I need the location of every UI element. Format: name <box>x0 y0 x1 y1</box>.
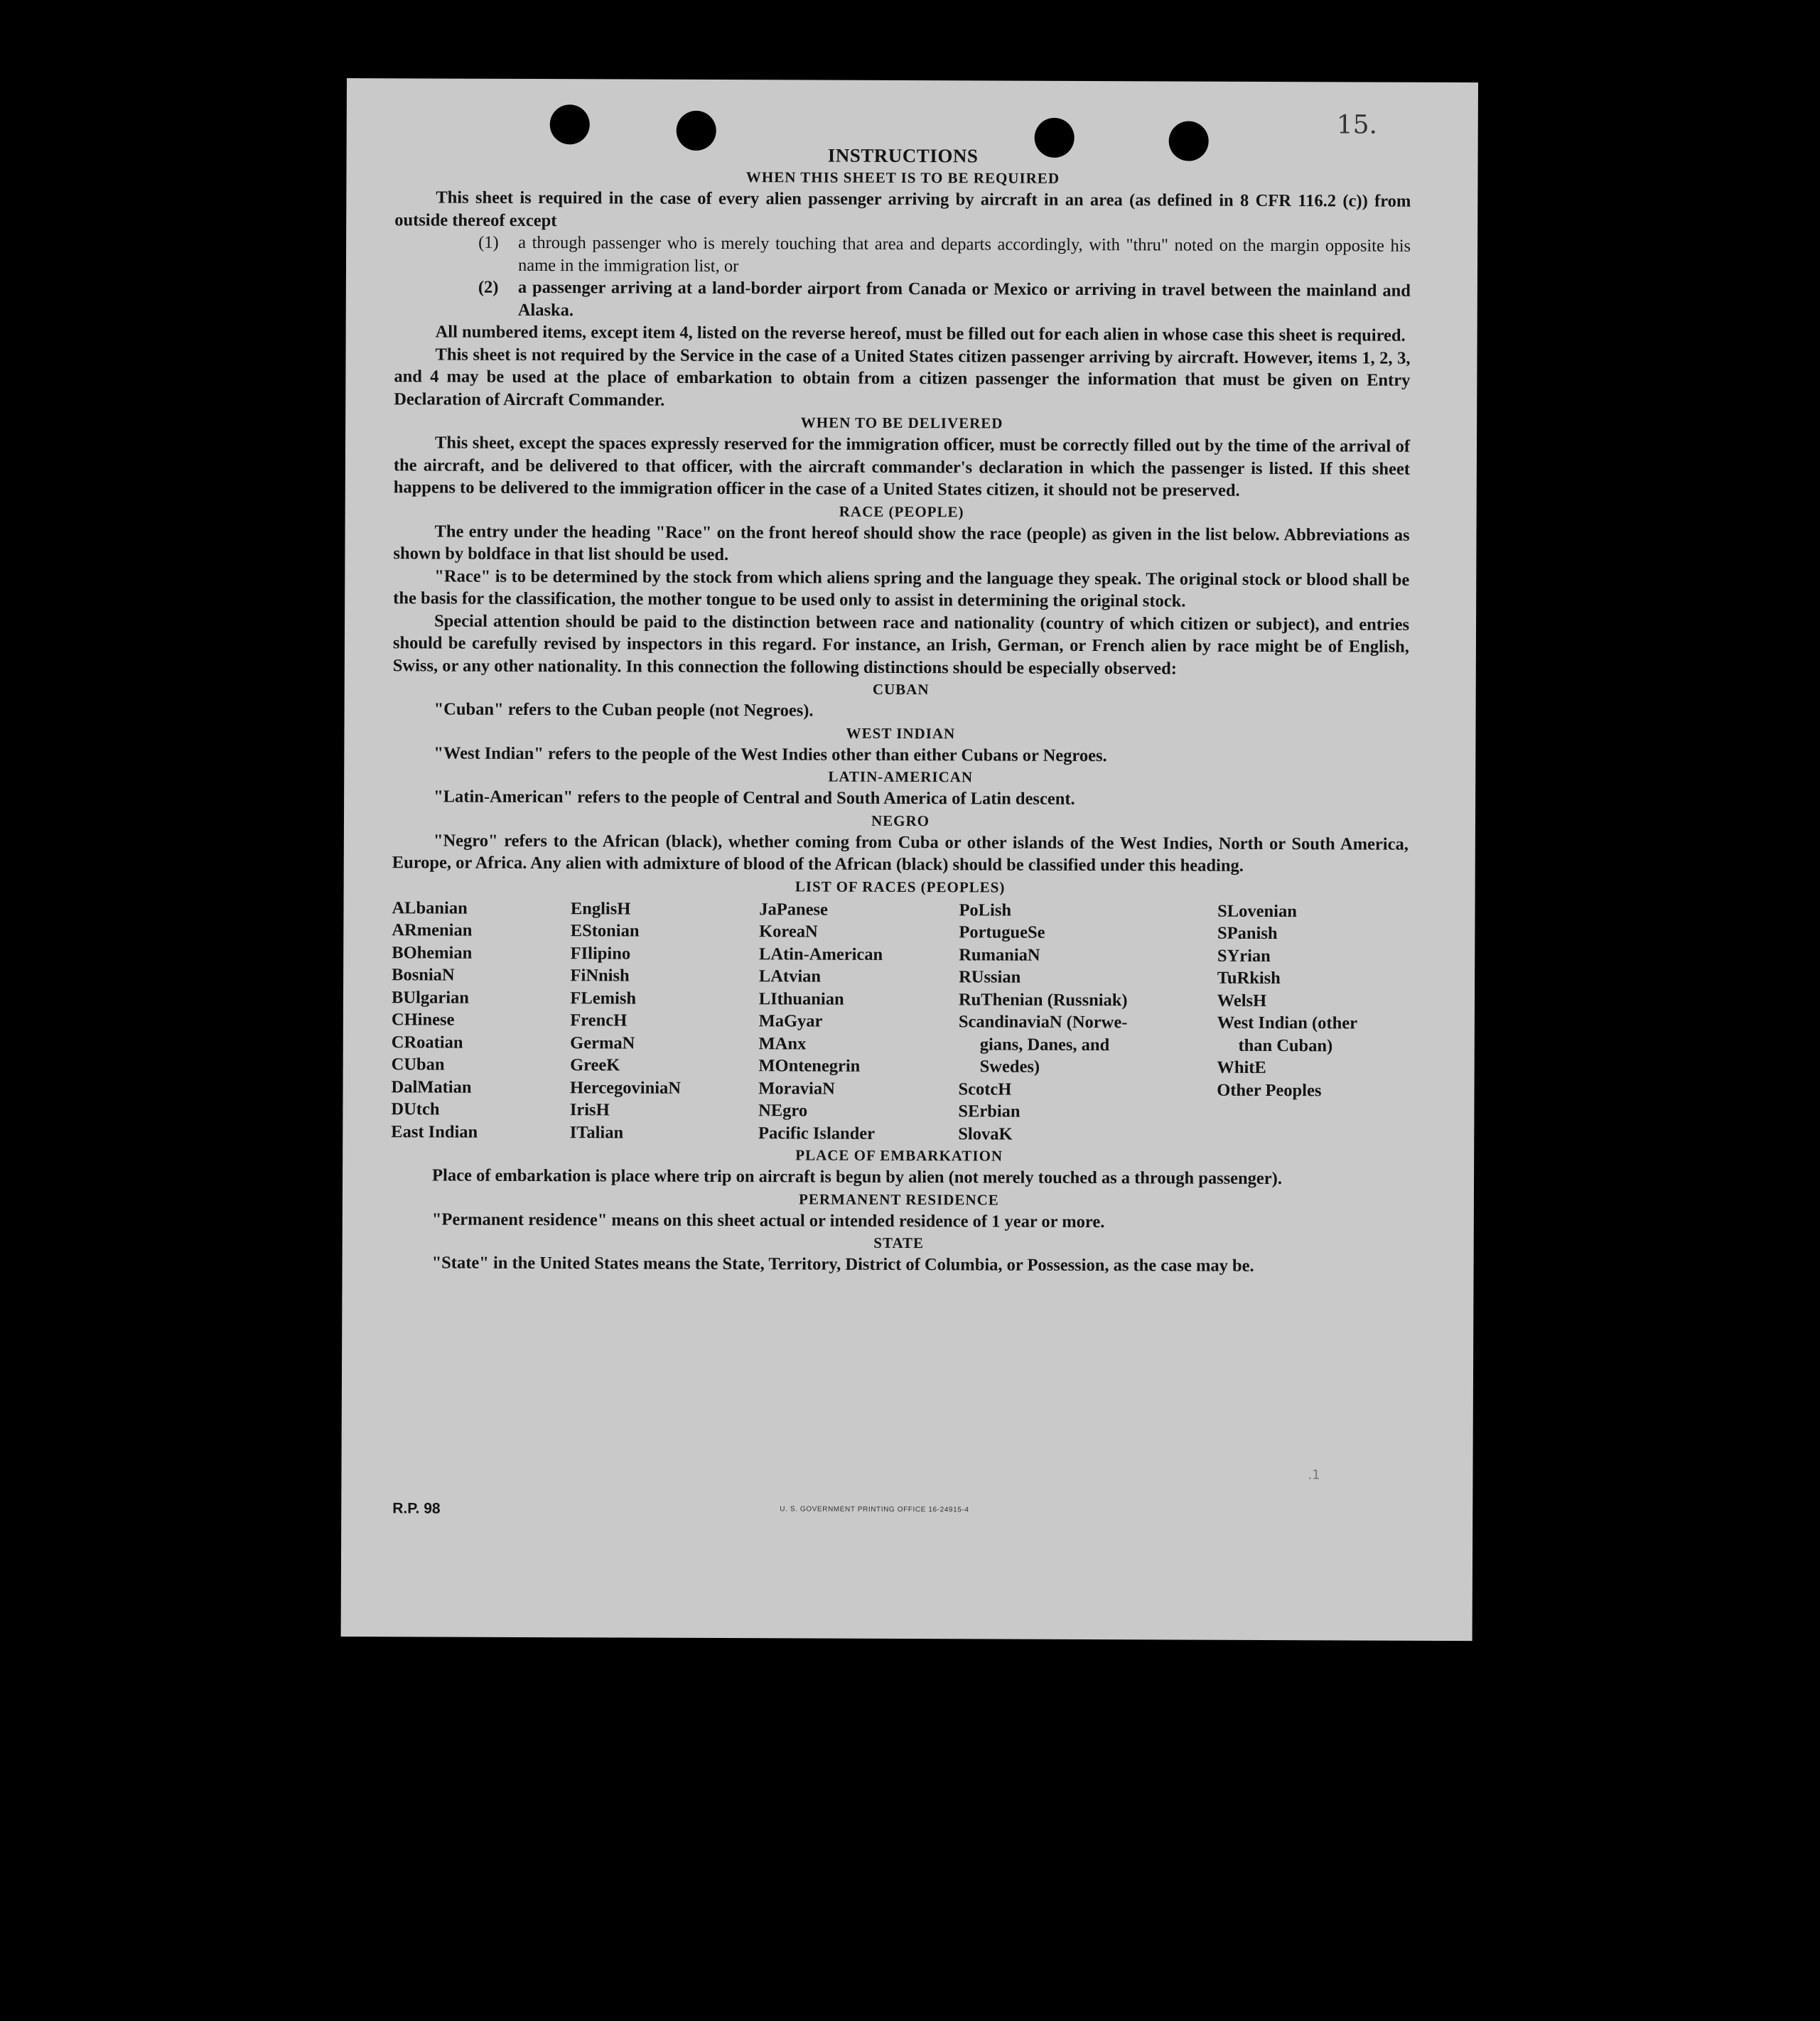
punch-hole <box>550 104 590 144</box>
race-entry: RUssian <box>959 967 1021 987</box>
section-heading: LATIN-AMERICAN <box>828 767 974 786</box>
race-entry: RumaniaN <box>959 944 1040 965</box>
race-column <box>570 898 760 1145</box>
race-list <box>391 897 1408 1147</box>
race-entry: FrencH <box>570 1010 628 1030</box>
race-entry: SErbian <box>958 1101 1021 1121</box>
race-entry: LAtvian <box>758 966 822 986</box>
paragraph: All numbered items, except item 4, listed on the reverse hereof, must be filled out for each alien in whose case this sheet is required. <box>435 322 1406 345</box>
race-entry: ScandinaviaN (Norwe- <box>958 1012 1128 1033</box>
section-heading: PERMANENT RESIDENCE <box>799 1190 999 1209</box>
instruction-sheet <box>341 78 1478 1641</box>
race-column <box>758 898 959 1146</box>
page-title: INSTRUCTIONS <box>827 144 979 167</box>
paragraph: "Latin-American" refers to the people of Central and South America of Latin descent. <box>434 787 1075 809</box>
corner-mark: .1 <box>1308 1467 1320 1483</box>
list-number: (2) <box>478 277 499 297</box>
paragraph: Special attention should be paid to the distinction between race and nationality (country of which citizen or subject), and entries should be carefully revised by inspectors in this regard. For instance, an Irish, German, or French alien by race might be of English, Swiss, or any other nationality. In this connection the following distinctions should be especially observed: <box>392 610 1410 678</box>
race-entry: MOntenegrin <box>758 1056 861 1076</box>
list-item <box>478 276 1411 325</box>
race-entry: East Indian <box>391 1121 478 1142</box>
race-entry: WhitE <box>1217 1057 1266 1077</box>
race-entry: ALbanian <box>392 898 468 918</box>
race-entry: Swedes) <box>979 1057 1040 1077</box>
race-entry: SPanish <box>1217 923 1278 944</box>
section-heading: LIST OF RACES (PEOPLES) <box>795 877 1006 896</box>
race-entry: GermaN <box>570 1033 635 1053</box>
race-entry: SlovaK <box>958 1123 1013 1144</box>
section-heading: WHEN TO BE DELIVERED <box>800 414 1003 432</box>
race-entry: GreeK <box>570 1055 620 1075</box>
section-heading: WHEN THIS SHEET IS TO BE REQUIRED <box>745 168 1060 187</box>
race-entry: FLemish <box>570 988 637 1008</box>
section-heading: WEST INDIAN <box>846 724 956 742</box>
race-entry: PortugueSe <box>959 922 1045 942</box>
race-entry: ScotcH <box>958 1079 1012 1099</box>
race-entry: CUban <box>391 1055 445 1074</box>
paragraph: "West Indian" refers to the people of the West Indies other than either Cubans or Negroes. <box>434 743 1107 765</box>
race-entry: HercegoviniaN <box>569 1077 682 1098</box>
race-entry: CRoatian <box>391 1032 463 1052</box>
race-entry: BOhemian <box>392 942 473 963</box>
race-entry: CHinese <box>391 1010 455 1030</box>
paragraph: This sheet is required in the case of every alien passenger arriving by aircraft in an area (as defined in 8 CFR 116.2 (c)) from outside thereof except <box>394 188 1411 230</box>
paragraph: "State" in the United States means the State, Territory, District of Columbia, or Possession, as the case may be. <box>431 1253 1254 1276</box>
race-entry: FiNnish <box>570 966 630 986</box>
race-entry: PoLish <box>959 900 1012 920</box>
paragraph: The entry under the heading "Race" on the front hereof should show the race (people) as given in the list below. Abbreviations as shown by boldface in that list should be used. <box>393 521 1410 565</box>
section-heading: NEGRO <box>871 812 930 829</box>
race-entry: LAtin-American <box>758 944 883 964</box>
race-entry: TuRkish <box>1217 968 1281 988</box>
race-entry: NEgro <box>758 1101 808 1121</box>
race-entry: IrisH <box>569 1100 610 1120</box>
paragraph: "Race" is to be determined by the stock from which aliens spring and the language they speak. The original stock or blood shall be the basis for the classification, the mother tongue to be used only to assist in determining the original stock. <box>393 566 1410 611</box>
list-item <box>478 232 1411 280</box>
printing-office-imprint: U. S. GOVERNMENT PRINTING OFFICE 16-24915-4 <box>780 1505 969 1514</box>
race-entry: Pacific Islander <box>758 1123 876 1143</box>
section-heading: PLACE OF EMBARKATION <box>795 1146 1003 1165</box>
paragraph: "Permanent residence" means on this sheet actual or intended residence of 1 year or more. <box>431 1209 1105 1232</box>
race-entry: FIlipino <box>570 943 631 964</box>
race-column <box>958 899 1217 1146</box>
instructions-body <box>391 142 1411 1278</box>
race-column <box>391 897 571 1143</box>
race-entry: BosniaN <box>392 965 455 985</box>
race-entry: BUlgarian <box>391 987 469 1008</box>
race-entry: SYrian <box>1217 946 1271 966</box>
list-number: (1) <box>478 232 499 252</box>
race-entry: MoraviaN <box>758 1078 835 1099</box>
paragraph: This sheet, except the spaces expressly reserved for the immigration officer, must be correctly filled out by the time of the arrival of the aircraft, and be delivered to that officer, with the aircraft commander's declaration in which the passenger is listed. If this sheet happens to be delivered to the immigration officer in the case of a United States citizen, it should not be preserved. <box>393 433 1411 500</box>
race-entry: gians, Danes, and <box>979 1034 1110 1055</box>
race-entry: than Cuban) <box>1238 1035 1333 1055</box>
race-entry: DalMatian <box>391 1077 472 1097</box>
list-text: a passenger arriving at a land-border airport from Canada or Mexico or arriving in travel between the mainland and Alaska. <box>517 277 1411 320</box>
section-heading: RACE (PEOPLE) <box>839 502 964 520</box>
race-entry: MaGyar <box>758 1011 823 1031</box>
paragraph: This sheet is not required by the Service in the case of a United States citizen passenger arriving by aircraft. However, items 1, 2, 3, and 4 may be used at the place of embarkation to obtain from a citizen passenger the information that must be given on Entry Declaration of Aircraft Commander. <box>394 344 1411 410</box>
race-entry: JaPanese <box>759 899 828 920</box>
race-entry: EStonian <box>570 921 640 941</box>
race-entry: ARmenian <box>392 920 473 940</box>
margin-mark: 15. <box>1336 110 1378 140</box>
race-entry: Other Peoples <box>1217 1080 1322 1100</box>
race-column <box>1217 900 1409 1147</box>
paragraph: "Cuban" refers to the Cuban people (not Negroes). <box>434 699 814 721</box>
section-heading: CUBAN <box>872 680 930 699</box>
paragraph: Place of embarkation is place where trip on aircraft is begun by alien (not merely touched as a through passenger). <box>432 1165 1283 1189</box>
paragraph: "Negro" refers to the African (black), whether coming from Cuba or other islands of the West Indies, North or South America, Europe, or Africa. Any alien with admixture of blood of the African (black) should be classified under this heading. <box>392 830 1409 875</box>
race-entry: ITalian <box>569 1122 624 1143</box>
race-entry: West Indian (other <box>1217 1013 1358 1033</box>
race-entry: DUtch <box>391 1099 440 1119</box>
section-heading: STATE <box>873 1234 925 1252</box>
race-entry: RuThenian (Russniak) <box>958 989 1128 1010</box>
race-entry: LIthuanian <box>758 988 844 1009</box>
list-text: a through passenger who is merely touching that area and departs accordingly, with "thru" noted on the margin opposite his name in the immigration list, or <box>517 232 1411 276</box>
race-entry: SLovenian <box>1217 901 1297 921</box>
race-entry: EnglisH <box>570 898 631 919</box>
form-number: R.P. 98 <box>392 1500 441 1517</box>
race-entry: MAnx <box>758 1033 807 1053</box>
race-entry: KoreaN <box>759 922 818 942</box>
race-entry: WelsH <box>1217 991 1267 1010</box>
